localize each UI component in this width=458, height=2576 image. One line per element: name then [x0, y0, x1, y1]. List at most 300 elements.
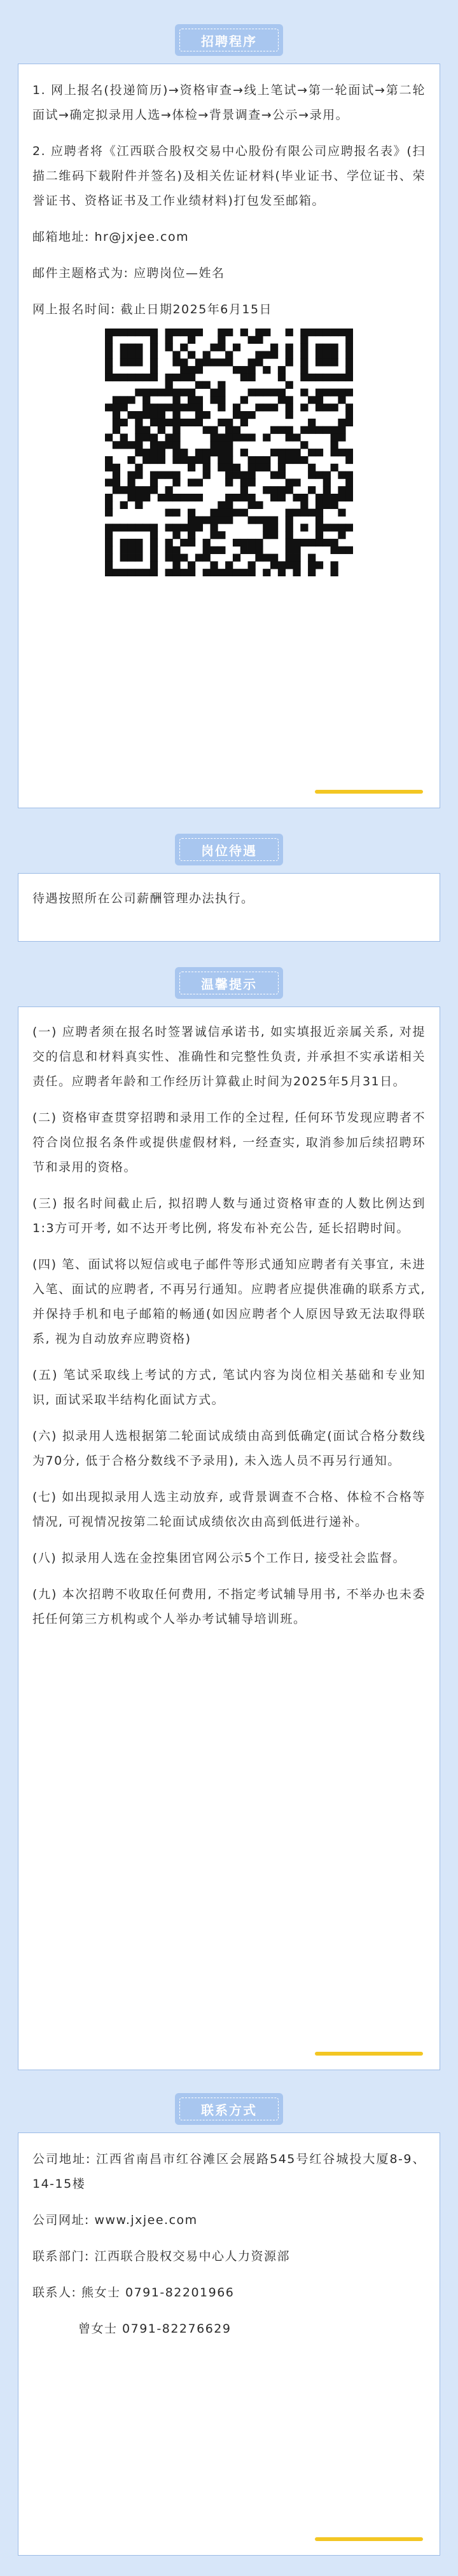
qr-module	[172, 471, 180, 479]
qr-module	[165, 336, 173, 344]
qr-module	[263, 554, 270, 562]
qr-module	[120, 396, 128, 403]
qr-module	[255, 336, 263, 344]
qr-module	[218, 336, 225, 344]
qr-module	[165, 539, 173, 546]
qr-module	[105, 501, 113, 509]
qr-module	[165, 509, 173, 517]
qr-module	[195, 411, 203, 419]
qr-module	[248, 478, 256, 486]
qr-module	[270, 403, 278, 411]
qr-module	[323, 344, 331, 351]
qr-module	[331, 524, 338, 531]
qr-module	[172, 456, 180, 464]
qr-module	[113, 486, 120, 494]
qr-module	[135, 344, 142, 351]
qr-module	[293, 509, 300, 517]
qr-module	[127, 554, 135, 562]
contact-person-2: 曾女士 0791-82276629	[78, 2322, 232, 2336]
qr-module	[345, 344, 353, 351]
qr-module	[255, 456, 263, 464]
qr-module	[316, 449, 323, 456]
qr-module	[105, 524, 113, 531]
badge	[175, 834, 283, 865]
email-address[interactable]: 邮箱地址: hr@jxjee.com	[32, 230, 190, 244]
email-subject-format: 邮件主题格式为: 应聘岗位—姓名	[32, 266, 225, 280]
qr-module	[142, 433, 150, 441]
qr-module	[135, 433, 142, 441]
qr-module	[263, 569, 270, 576]
qr-module	[248, 561, 256, 569]
qr-module	[345, 358, 353, 366]
qr-module	[172, 478, 180, 486]
qr-module	[172, 426, 180, 434]
qr-module	[120, 344, 128, 351]
qr-module	[338, 433, 345, 441]
qr-module	[278, 449, 286, 456]
qr-module	[345, 546, 353, 554]
qr-module	[120, 351, 128, 358]
badge	[175, 24, 283, 56]
qr-module	[127, 478, 135, 486]
qr-module	[255, 464, 263, 471]
qr-module	[263, 329, 270, 336]
qr-module	[331, 358, 338, 366]
qr-module	[345, 374, 353, 381]
qr-module	[233, 433, 240, 441]
qr-module	[195, 456, 203, 464]
qr-module	[150, 569, 158, 576]
qr-module	[248, 464, 256, 471]
qr-module	[150, 419, 158, 426]
qr-module	[180, 554, 188, 562]
qr-module	[165, 381, 173, 389]
qr-module	[270, 486, 278, 494]
qr-module	[218, 456, 225, 464]
qr-module	[120, 486, 128, 494]
qr-module	[158, 494, 165, 501]
qr-module	[188, 524, 195, 531]
qr-module	[218, 546, 225, 554]
qr-module	[240, 471, 248, 479]
qr-module	[300, 456, 308, 464]
qr-module	[218, 531, 225, 539]
qr-module	[270, 344, 278, 351]
qr-module	[203, 456, 211, 464]
qr-module	[293, 494, 300, 501]
qr-module	[331, 403, 338, 411]
qr-module	[331, 569, 338, 576]
qr-module	[142, 396, 150, 403]
company-website[interactable]: 公司网址: www.jxjee.com	[32, 2213, 198, 2227]
qr-module	[255, 501, 263, 509]
qr-module	[286, 546, 293, 554]
qr-module	[240, 366, 248, 374]
qr-module	[105, 433, 113, 441]
qr-module	[135, 546, 142, 554]
qr-module	[300, 509, 308, 517]
qr-module	[188, 456, 195, 464]
qr-module	[127, 358, 135, 366]
qr-module	[338, 486, 345, 494]
qr-module	[172, 411, 180, 419]
qr-module	[270, 494, 278, 501]
qr-module	[203, 381, 211, 389]
qr-module	[233, 509, 240, 517]
qr-module	[225, 449, 233, 456]
qr-module	[308, 539, 316, 546]
qr-module	[165, 419, 173, 426]
badge-title: 岗位待遇	[179, 838, 279, 861]
qr-module	[135, 374, 142, 381]
tip-item: (五) 笔试采取线上考试的方式, 笔试内容为岗位相关基础和专业知识, 面试采取半结构化面试方式。	[32, 1368, 426, 1407]
qr-module	[316, 403, 323, 411]
qr-module	[308, 396, 316, 403]
qr-module	[195, 449, 203, 456]
qr-module	[120, 554, 128, 562]
tip-item: (三) 报名时间截止后, 拟招聘人数与通过资格审查的人数比例达到1:3方可开考, 如不达开考比例, 将发布补充公告, 延长招聘时间。	[32, 1196, 426, 1235]
qr-module	[195, 403, 203, 411]
qr-module	[113, 411, 120, 419]
qr-module	[113, 426, 120, 434]
section-header-contact	[0, 2085, 458, 2132]
qr-module	[150, 449, 158, 456]
qr-module	[158, 411, 165, 419]
qr-module	[263, 456, 270, 464]
qr-module	[105, 358, 113, 366]
qr-module	[195, 329, 203, 336]
qr-module	[120, 329, 128, 336]
qr-module	[270, 561, 278, 569]
qr-module	[338, 546, 345, 554]
tip-item: (八) 拟录用人选在金控集团官网公示5个工作日, 接受社会监督。	[32, 1551, 406, 1565]
qr-module	[172, 351, 180, 358]
decorative-bar	[315, 790, 423, 794]
qr-module	[308, 449, 316, 456]
qr-module	[270, 471, 278, 479]
qr-module	[300, 441, 308, 449]
qr-module	[248, 336, 256, 344]
badge	[175, 967, 283, 999]
qr-module	[286, 561, 293, 569]
qr-module	[158, 471, 165, 479]
contact-person-1: 联系人: 熊女士 0791-82201966	[32, 2286, 235, 2300]
qr-module	[286, 433, 293, 441]
qr-module	[248, 516, 256, 524]
qr-module	[278, 366, 286, 374]
qr-module	[150, 344, 158, 351]
qr-module	[338, 471, 345, 479]
qr-module	[308, 464, 316, 471]
qr-code-image[interactable]	[105, 329, 353, 576]
qr-module	[218, 344, 225, 351]
qr-module	[218, 381, 225, 389]
qr-module	[135, 351, 142, 358]
qr-module	[210, 561, 218, 569]
qr-module	[300, 374, 308, 381]
qr-module	[203, 471, 211, 479]
qr-module	[120, 358, 128, 366]
qr-module	[120, 569, 128, 576]
qr-module	[210, 441, 218, 449]
qr-module	[240, 539, 248, 546]
qr-module	[120, 403, 128, 411]
qr-module	[225, 501, 233, 509]
qr-module	[263, 351, 270, 358]
qr-module	[270, 449, 278, 456]
salary-panel	[18, 873, 440, 942]
qr-module	[293, 561, 300, 569]
qr-module	[240, 374, 248, 381]
qr-module	[308, 471, 316, 479]
qr-module	[135, 411, 142, 419]
qr-module	[195, 381, 203, 389]
qr-module	[286, 351, 293, 358]
qr-module	[331, 389, 338, 397]
contact-department: 联系部门: 江西联合股权交易中心人力资源部	[32, 2249, 290, 2263]
qr-module	[127, 456, 135, 464]
qr-module	[233, 539, 240, 546]
qr-module	[210, 396, 218, 403]
qr-module	[127, 494, 135, 501]
qr-module	[278, 456, 286, 464]
qr-module	[188, 539, 195, 546]
qr-module	[203, 411, 211, 419]
qr-module	[338, 374, 345, 381]
qr-module	[158, 419, 165, 426]
qr-module	[263, 389, 270, 397]
qr-module	[293, 546, 300, 554]
qr-module	[105, 561, 113, 569]
qr-module	[316, 389, 323, 397]
qr-module	[345, 494, 353, 501]
tip-item: (一) 应聘者须在报名时签署诚信承诺书, 如实填报近亲属关系, 对提交的信息和材料真实性、准确性和完整性负责, 并承担不实承诺相关责任。应聘者年龄和工作经历计算截止时间为2025年5月31日。	[32, 1025, 426, 1088]
qr-module	[316, 396, 323, 403]
qr-module	[150, 358, 158, 366]
qr-module	[316, 524, 323, 531]
qr-module	[248, 411, 256, 419]
qr-module	[150, 546, 158, 554]
qr-module	[210, 524, 218, 531]
qr-module	[165, 524, 173, 531]
qr-module	[316, 531, 323, 539]
qr-module	[331, 351, 338, 358]
qr-module	[338, 524, 345, 531]
qr-module	[195, 524, 203, 531]
qr-module	[270, 389, 278, 397]
qr-module	[127, 396, 135, 403]
qr-module	[210, 546, 218, 554]
qr-module	[135, 419, 142, 426]
company-address: 公司地址: 江西省南昌市红谷滩区会展路545号红谷城投大厦8-9、14-15楼	[32, 2152, 426, 2191]
qr-module	[210, 569, 218, 576]
qr-module	[323, 426, 331, 434]
qr-module	[240, 546, 248, 554]
qr-module	[150, 456, 158, 464]
qr-module	[165, 389, 173, 397]
qr-module	[300, 403, 308, 411]
qr-module	[165, 486, 173, 494]
qr-module	[338, 329, 345, 336]
qr-module	[286, 554, 293, 562]
qr-module	[113, 329, 120, 336]
qr-module	[331, 464, 338, 471]
qr-module	[225, 561, 233, 569]
qr-module	[142, 524, 150, 531]
qr-module	[172, 494, 180, 501]
qr-module	[331, 374, 338, 381]
qr-module	[127, 411, 135, 419]
qr-module	[308, 426, 316, 434]
qr-module	[113, 464, 120, 471]
qr-module	[105, 509, 113, 517]
qr-module	[248, 569, 256, 576]
qr-module	[225, 516, 233, 524]
qr-module	[300, 494, 308, 501]
qr-module	[180, 569, 188, 576]
qr-module	[225, 509, 233, 517]
qr-module	[316, 471, 323, 479]
qr-module	[331, 329, 338, 336]
qr-module	[338, 449, 345, 456]
qr-module	[105, 456, 113, 464]
qr-module	[120, 441, 128, 449]
procedure-panel	[18, 64, 440, 808]
qr-module	[308, 419, 316, 426]
qr-module	[158, 441, 165, 449]
qr-module	[263, 366, 270, 374]
qr-module	[188, 494, 195, 501]
qr-module	[331, 426, 338, 434]
qr-module	[172, 396, 180, 403]
qr-module	[240, 509, 248, 517]
qr-module	[188, 336, 195, 344]
qr-module	[218, 464, 225, 471]
qr-module	[240, 494, 248, 501]
qr-module	[180, 374, 188, 381]
qr-module	[233, 464, 240, 471]
qr-module	[195, 494, 203, 501]
qr-module	[286, 411, 293, 419]
qr-module	[113, 374, 120, 381]
qr-module	[225, 329, 233, 336]
qr-module	[210, 449, 218, 456]
qr-module	[150, 374, 158, 381]
qr-module	[308, 569, 316, 576]
section-header-salary	[0, 826, 458, 873]
qr-module	[135, 494, 142, 501]
qr-module	[188, 389, 195, 397]
qr-module	[150, 329, 158, 336]
qr-module	[158, 426, 165, 434]
qr-module	[270, 426, 278, 434]
qr-module	[323, 486, 331, 494]
qr-module	[308, 561, 316, 569]
qr-module	[323, 494, 331, 501]
qr-module	[300, 539, 308, 546]
qr-module	[278, 396, 286, 403]
qr-module	[105, 374, 113, 381]
qr-module	[316, 561, 323, 569]
qr-module	[105, 336, 113, 344]
qr-module	[316, 344, 323, 351]
qr-module	[263, 403, 270, 411]
qr-module	[286, 396, 293, 403]
qr-module	[135, 464, 142, 471]
qr-module	[150, 366, 158, 374]
qr-module	[300, 426, 308, 434]
qr-module	[240, 419, 248, 426]
qr-module	[233, 569, 240, 576]
qr-module	[286, 358, 293, 366]
qr-module	[120, 539, 128, 546]
qr-module	[142, 389, 150, 397]
qr-module	[165, 329, 173, 336]
qr-module	[338, 509, 345, 517]
qr-module	[218, 403, 225, 411]
qr-module	[345, 449, 353, 456]
qr-module	[218, 569, 225, 576]
qr-module	[150, 554, 158, 562]
qr-module	[203, 539, 211, 546]
qr-module	[188, 374, 195, 381]
qr-module	[180, 419, 188, 426]
qr-module	[316, 509, 323, 517]
qr-module	[218, 389, 225, 397]
qr-module	[195, 516, 203, 524]
qr-module	[345, 478, 353, 486]
qr-module	[203, 569, 211, 576]
qr-module	[113, 396, 120, 403]
qr-module	[225, 426, 233, 434]
qr-module	[255, 351, 263, 358]
qr-module	[345, 419, 353, 426]
qr-module	[188, 516, 195, 524]
qr-module	[323, 539, 331, 546]
qr-module	[240, 411, 248, 419]
qr-module	[172, 419, 180, 426]
qr-module	[323, 524, 331, 531]
qr-module	[278, 569, 286, 576]
qr-module	[150, 478, 158, 486]
qr-module	[195, 554, 203, 562]
qr-module	[278, 464, 286, 471]
qr-module	[286, 426, 293, 434]
qr-module	[195, 358, 203, 366]
qr-module	[142, 374, 150, 381]
qr-module	[218, 433, 225, 441]
qr-module	[172, 531, 180, 539]
qr-module	[286, 478, 293, 486]
qr-module	[165, 494, 173, 501]
qr-module	[172, 374, 180, 381]
qr-module	[150, 403, 158, 411]
qr-module	[308, 509, 316, 517]
qr-module	[248, 366, 256, 374]
qr-module	[300, 389, 308, 397]
qr-module	[158, 403, 165, 411]
qr-module	[225, 358, 233, 366]
qr-module	[195, 366, 203, 374]
qr-module	[105, 569, 113, 576]
qr-module	[172, 389, 180, 397]
qr-module	[233, 344, 240, 351]
qr-module	[248, 433, 256, 441]
qr-module	[240, 486, 248, 494]
qr-module	[331, 539, 338, 546]
qr-module	[127, 344, 135, 351]
qr-module	[218, 396, 225, 403]
